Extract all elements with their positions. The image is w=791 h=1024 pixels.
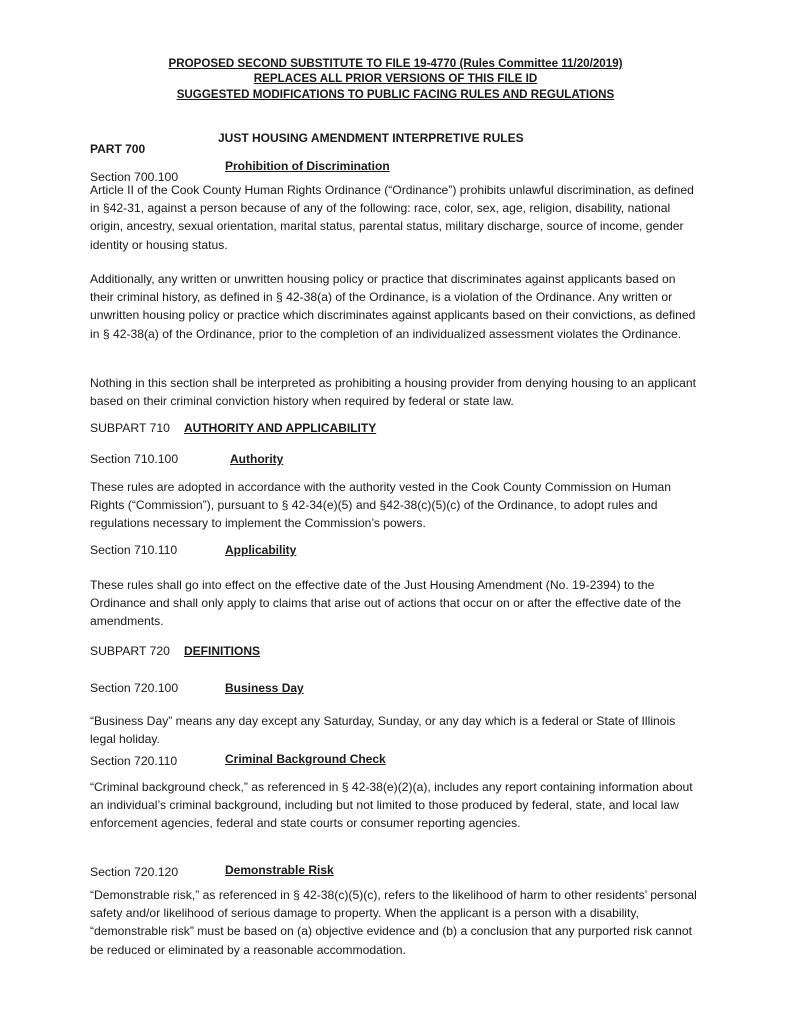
- section-710-100-paragraph: These rules are adopted in accordance with the authority vested in the Cook County Commission on Human Rights (“Commission”), pursuant to § 42-34(e)(5) and §42-38(c)(5)(c) of the Ordinance, to adopt rules and regulations necessary to implement the Commission’s powers.: [90, 480, 672, 531]
- section-700-100-label: Section 700.100: [90, 170, 179, 184]
- subpart-710-title: AUTHORITY AND APPLICABILITY: [184, 421, 377, 435]
- part-title: JUST HOUSING AMENDMENT INTERPRETIVE RULES: [218, 131, 524, 145]
- section-720-100-title: Business Day: [225, 681, 304, 695]
- section-710-110-label: Section 710.110: [90, 543, 178, 557]
- section-700-100-paragraph-2: Additionally, any written or unwritten housing policy or practice that discriminates against applicants based on their criminal history, as defined in § 42-38(a) of the Ordinance, is a violation of the Ordinance. Any written or unwritten housing policy or practice which discriminates against applicants based on their convictions, as defined in § 42-38(a) of the Ordinance, prior to the completion of an individualized assessment violates the Ordinance.: [90, 272, 696, 341]
- part-label: PART 700: [90, 142, 146, 156]
- section-710-100-label: Section 710.100: [90, 452, 179, 466]
- subpart-710-label: SUBPART 710: [90, 421, 170, 435]
- section-720-100-label: Section 720.100: [90, 681, 179, 695]
- section-700-100-paragraph-3: Nothing in this section shall be interpreted as prohibiting a housing provider from denying housing to an applicant based on their criminal conviction history when required by federal or state law.: [90, 376, 697, 409]
- section-700-100-title: Prohibition of Discrimination: [225, 159, 390, 173]
- section-720-110-label: Section 720.110: [90, 754, 178, 768]
- section-720-120-title: Demonstrable Risk: [225, 863, 334, 877]
- section-710-110-paragraph: These rules shall go into effect on the effective date of the Just Housing Amendment (No. 19-2394) to the Ordinance and shall only apply to claims that arise out of actions that occur on or after the effective date of the amendments.: [90, 578, 681, 629]
- section-710-100-title: Authority: [230, 452, 284, 466]
- header-line-1: PROPOSED SECOND SUBSTITUTE TO FILE 19-4770 (Rules Committee 11/20/2019): [168, 57, 623, 70]
- section-720-120-paragraph: “Demonstrable risk,” as referenced in § 42-38(c)(5)(c), refers to the likelihood of harm to other residents’ personal safety and/or likelihood of serious damage to property. When the applicant is a person with a disability, “demonstrable risk” must be based on (a) objective evidence and (b) a conclusion that any purported risk cannot be reduced or eliminated by a reasonable accommodation.: [90, 888, 697, 957]
- section-710-110-title: Applicability: [225, 543, 297, 557]
- section-720-110-title: Criminal Background Check: [225, 752, 386, 766]
- header-line-2: REPLACES ALL PRIOR VERSIONS OF THIS FILE ID: [253, 72, 538, 85]
- section-720-120-label: Section 720.120: [90, 865, 179, 879]
- header-line-3: SUGGESTED MODIFICATIONS TO PUBLIC FACING RULES AND REGULATIONS: [176, 88, 615, 101]
- subpart-720-title: DEFINITIONS: [184, 644, 261, 658]
- section-720-100-paragraph: “Business Day” means any day except any Saturday, Sunday, or any day which is a federal or State of Illinois legal holiday.: [90, 714, 676, 747]
- subpart-720-label: SUBPART 720: [90, 644, 170, 658]
- section-700-100-paragraph-1: Article II of the Cook County Human Rights Ordinance (“Ordinance”) prohibits unlawful discrimination, as defined in §42-31, against a person because of any of the following: race, color, sex, age, religion, disability, national origin, ancestry, sexual orientation, marital status, parental status, military discharge, source of income, gender identity or housing status.: [90, 183, 694, 252]
- section-720-110-paragraph: “Criminal background check,” as referenced in § 42-38(e)(2)(a), includes any report containing information about an individual’s criminal background, including but not limited to those produced by federal, state, and local law enforcement agencies, federal and state courts or consumer reporting agencies.: [90, 780, 693, 831]
